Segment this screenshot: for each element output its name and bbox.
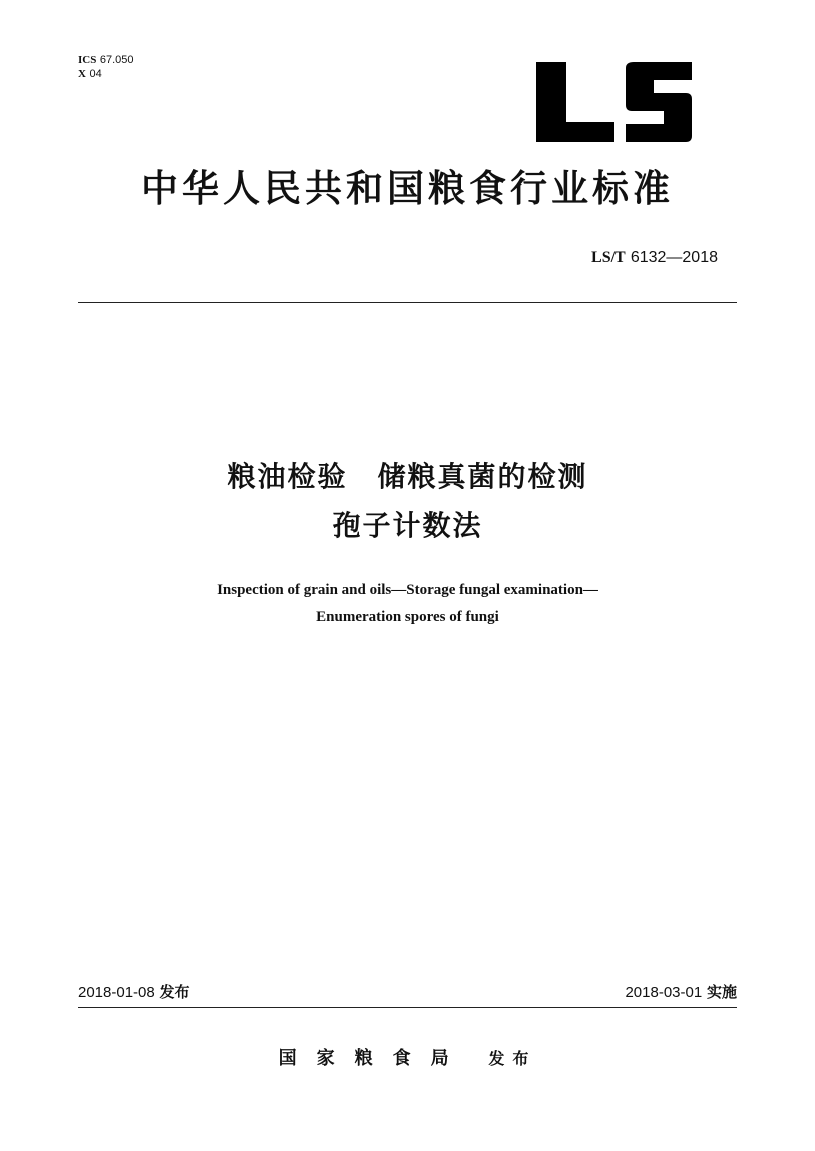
issue-date <box>78 982 190 1003</box>
issue-date-value: 2018-01-08 <box>78 984 155 1001</box>
ls-logo <box>534 62 694 144</box>
classification-codes <box>78 53 134 81</box>
english-title-line-1: Inspection of grain and oils—Storage fungal examination— <box>217 582 598 598</box>
document-title-line-1: 粮油检验 储粮真菌的检测 <box>227 460 588 493</box>
standard-number <box>591 247 718 268</box>
issue-date-word: 发布 <box>159 983 190 1001</box>
implementation-date-value: 2018-03-01 <box>625 984 703 1001</box>
ccs-value: 04 <box>89 68 102 80</box>
ics-value: 67.050 <box>99 54 134 66</box>
issuing-authority <box>0 1046 815 1072</box>
document-title-line-2: 孢子计数法 <box>332 509 483 542</box>
standard-type-title: 中华人民共和国粮食行业标准 <box>141 167 674 210</box>
ls-logo-letter-s <box>626 62 692 142</box>
ics-label: ICS <box>78 54 97 66</box>
standard-number-prefix: LS/T <box>591 249 626 266</box>
ls-logo-letter-l <box>536 62 614 142</box>
issuing-organization: 国家粮食局 <box>278 1048 469 1069</box>
standard-number-body: 6132—2018 <box>630 249 718 266</box>
english-title-line-2: Enumeration spores of fungi <box>316 609 499 625</box>
ics-code-line <box>78 53 134 67</box>
ccs-label: X <box>78 68 86 80</box>
implementation-date-word: 实施 <box>706 983 737 1001</box>
implementation-date <box>625 982 737 1003</box>
bottom-divider <box>78 1007 737 1008</box>
top-divider <box>78 302 737 303</box>
issuing-action: 发布 <box>488 1049 537 1068</box>
ccs-code-line <box>78 67 134 81</box>
